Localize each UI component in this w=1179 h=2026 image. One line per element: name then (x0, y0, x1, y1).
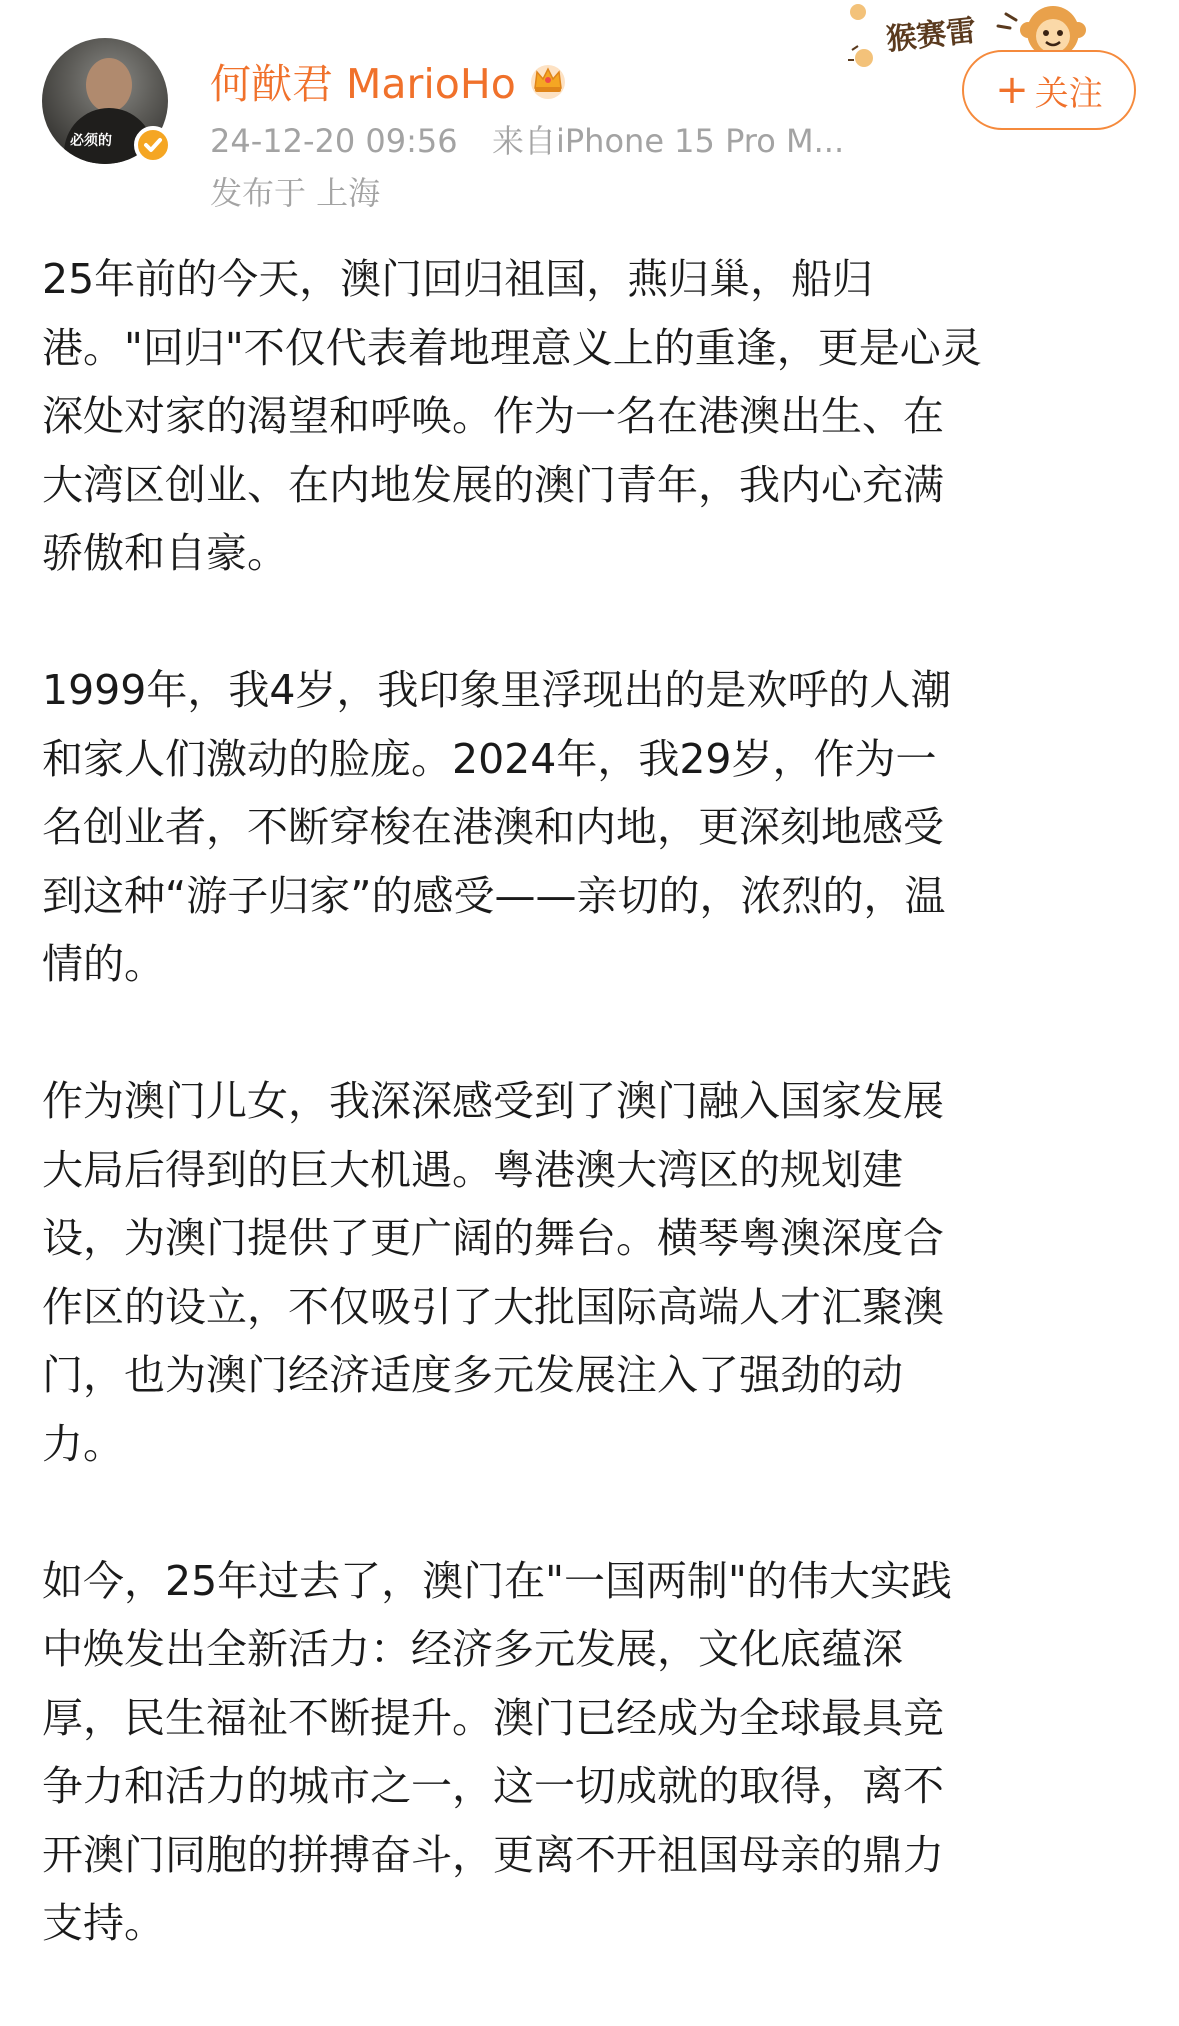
post-paragraph-1: 25年前的今天，澳门回归祖国，燕归巢，船归 港。"回归"不仅代表着地理意义上的重逢，更是心灵 深处对家的渴望和呼唤。作为一名在港澳出生、在 大湾区创业、在内地发展的澳门青年，我内心充满 骄傲和自豪。 (42, 255, 982, 578)
post-paragraph-4: 如今，25年过去了，澳门在"一国两制"的伟大实践 中焕发出全新活力：经济多元发展，文化底蕴深 厚，民生福祉不断提升。澳门已经成为全球最具竞 争力和活力的城市之一，这一切成就的取得，离不 开澳门同胞的拼搏奋斗，更离不开祖国母亲的鼎力 支持。 (42, 1556, 952, 1948)
avatar-caption: 必须的 (70, 133, 112, 149)
avatar[interactable] (42, 38, 168, 164)
post-timestamp: 24-12-20 09:56 (210, 122, 458, 160)
sticker-text: 猴赛雷 (884, 13, 978, 58)
username[interactable]: 何猷君 MarioHo (210, 59, 516, 108)
follow-button-label: 关注 (1034, 73, 1103, 114)
crown-icon[interactable] (526, 58, 570, 102)
plus-icon: + (995, 67, 1029, 113)
post-location: 发布于 上海 (210, 174, 381, 212)
post-meta (210, 116, 844, 162)
post-body (42, 245, 1142, 2026)
post-paragraph-2: 1999年，我4岁，我印象里浮现出的是欢呼的人潮 和家人们激动的脸庞。2024年，我29岁，作为一 名创业者，不断穿梭在港澳和内地，更深刻地感受 到这种“游子归家”的感受——亲切的，浓烈的，温 情的。 (42, 665, 952, 989)
post-paragraph-3: 作为澳门儿女，我深深感受到了澳门融入国家发展 大局后得到的巨大机遇。粤港澳大湾区的规划建 设，为澳门提供了更广阔的舞台。横琴粤澳深度合 作区的设立，不仅吸引了大批国际高端人才汇聚澳 门，也为澳门经济适度多元发展注入了强劲的动 力。 (42, 1076, 944, 1468)
username-row (210, 50, 570, 110)
follow-button[interactable] (962, 50, 1136, 130)
post-source[interactable]: 来自iPhone 15 Pro M... (491, 122, 845, 160)
avatar-head-shape (86, 58, 132, 112)
verified-badge-icon (134, 126, 172, 164)
